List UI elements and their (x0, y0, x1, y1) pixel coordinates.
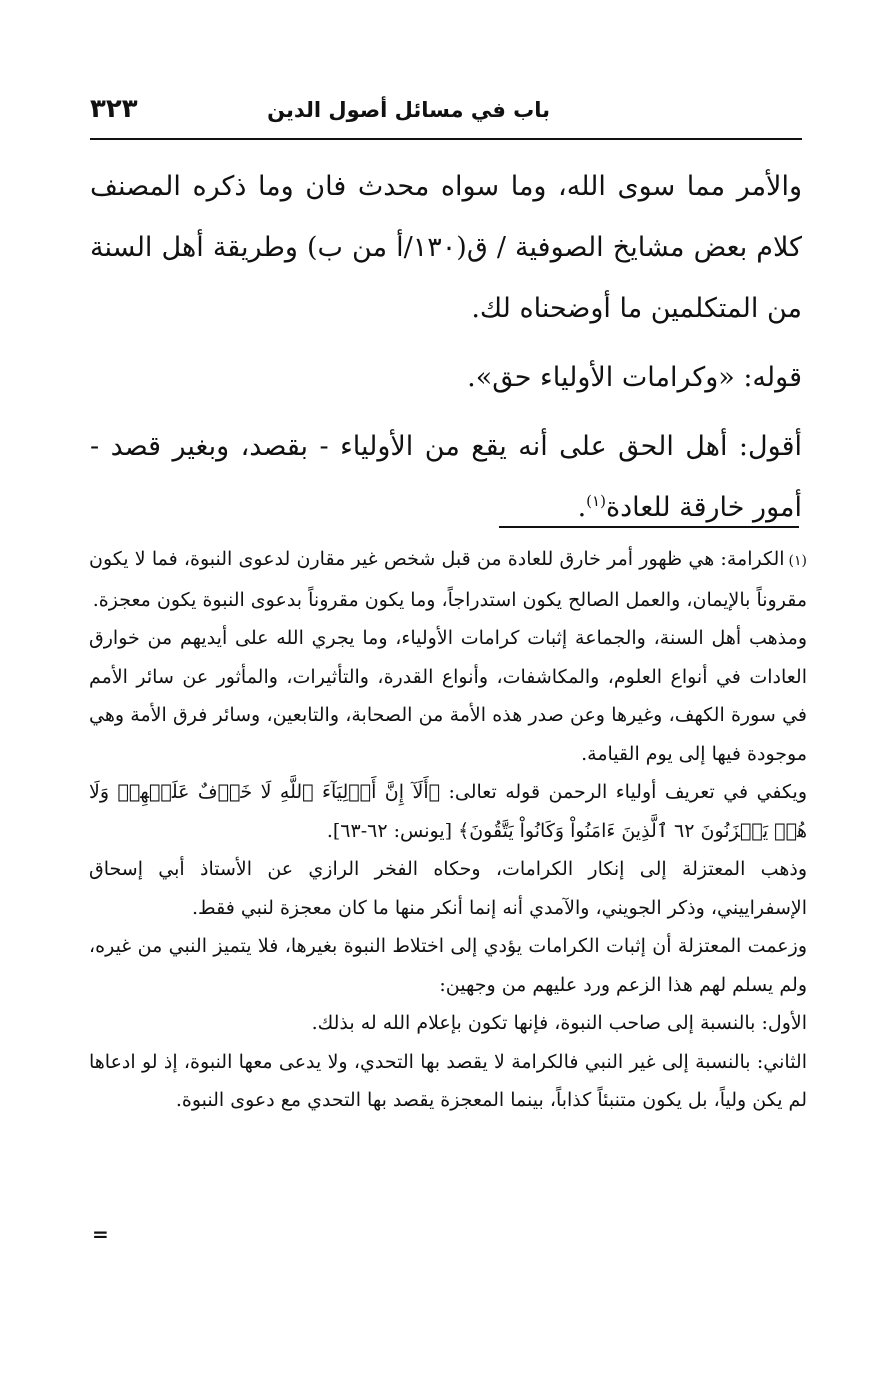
footnote-rule (499, 526, 799, 528)
footnote-paragraph: الثاني: بالنسبة إلى غير النبي فالكرامة لا يقصد بها التحدي، ولا يدعى معها النبوة، إذ لو ادعاها لم يكن ولياً، بل يكون متنبئاً كذاباً، بينما المعجزة يقصد بها التحدي مع دعوى النبوة. (89, 1050, 807, 1111)
footnote-paragraph: ويكفي في تعريف أولياء الرحمن قوله تعالى: ﴿أَلَآ إِنَّ أَوۡلِيَآءَ ٱللَّهِ لَا خَوۡفٌ عَلَيۡهِمۡ وَلَا هُمۡ يَحۡزَنُونَ ٦٢ ٱلَّذِينَ ءَامَنُواْ وَكَانُواْ يَتَّقُونَ﴾ [يونس: ٦٢-٦٣]. (89, 781, 807, 842)
main-paragraph (90, 416, 802, 538)
main-text (90, 156, 802, 538)
page-number: ٣٢٣ (90, 94, 138, 124)
footnote-paragraph: ومذهب أهل السنة، والجماعة إثبات كرامات الأولياء، وما يجري الله على أيديهم من خوارق العادات في أنواع العلوم، والمكاشفات، وأنواع القدرة، والتأثيرات، والمأثور عن سائر الأمم في سورة الكهف، وغيرها وعن صدر هذه الأمة من الصحابة، والتابعين، وسائر فرق الأمة وهي موجودة فيها إلى يوم القيامة. (89, 627, 807, 765)
main-paragraph-text: أقول: أهل الحق على أنه يقع من الأولياء - بقصد، وبغير قصد - أمور خارقة للعادة (90, 431, 802, 523)
footnote-text: الكرامة: هي ظهور أمر خارق للعادة من قبل شخص غير مقارن لدعوى النبوة، فما لا يكون مقروناً بالإيمان، والعمل الصالح يكون استدراجاً، وما يكون مقروناً بدعوى النبوة يكون معجزة. (89, 548, 807, 611)
header-rule (90, 138, 802, 140)
continuation-mark: = (92, 1222, 109, 1246)
footnote-marker: (١) (788, 553, 807, 569)
main-quote: قوله: «وكرامات الأولياء حق». (467, 362, 802, 393)
footnotes (89, 540, 807, 1120)
running-title: باب في مسائل أصول الدين (267, 98, 550, 122)
footnote-reference[interactable]: (١) (586, 492, 606, 510)
running-header (90, 92, 800, 136)
footnote-entry (89, 540, 807, 619)
main-paragraph-end: . (577, 492, 587, 523)
footnote-paragraph: وذهب المعتزلة إلى إنكار الكرامات، وحكاه الفخر الرازي عن الأستاذ أبي إسحاق الإسفراييني، وذكر الجويني، والآمدي أنه إنما أنكر منها ما كان معجزة لنبي فقط. (89, 858, 807, 919)
footnote-paragraph: وزعمت المعتزلة أن إثبات الكرامات يؤدي إلى اختلاط النبوة بغيرها، فلا يتميز النبي من غيره، ولم يسلم لهم هذا الزعم ورد عليهم من وجهين: (89, 935, 807, 996)
footnote-paragraph: الأول: بالنسبة إلى صاحب النبوة، فإنها تكون بإعلام الله له بذلك. (311, 1012, 807, 1034)
main-paragraph: والأمر مما سوى الله، وما سواه محدث فان وما ذكره المصنف كلام بعض مشايخ الصوفية / ق(١٣٠/أ من ب) وطريقة أهل السنة من المتكلمين ما أوضحناه لك. (90, 171, 802, 324)
